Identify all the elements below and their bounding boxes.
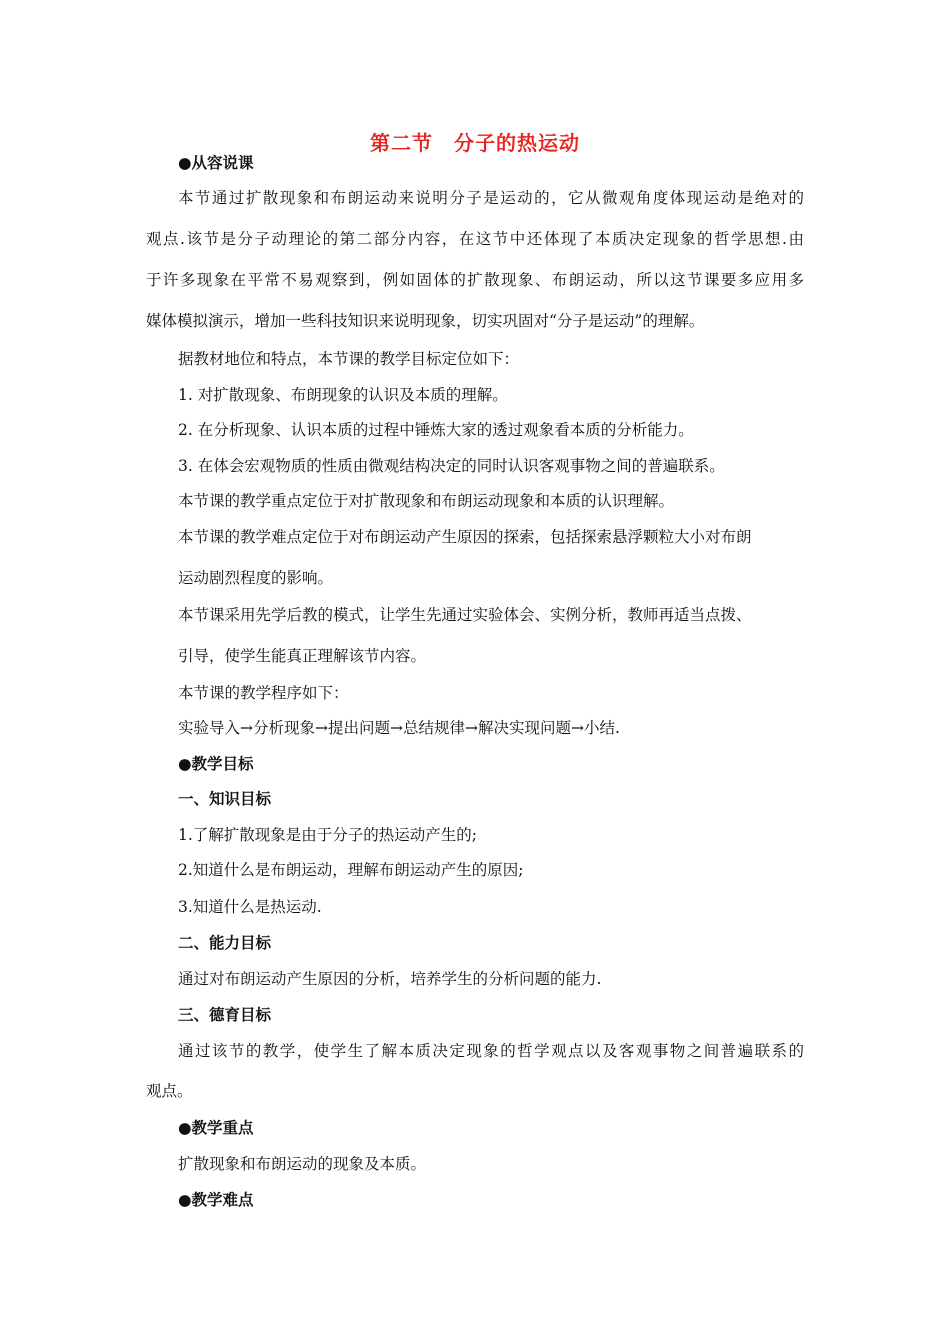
difficulty-line-1: 本节课的教学难点定位于对布朗运动产生原因的探索，包括探索悬浮颗粒大小对布朗 — [178, 528, 752, 546]
moral-heading: 三、德育目标 — [178, 1006, 272, 1024]
goal-item-3: 3. 在体会宏观物质的性质由微观结构决定的同时认识客观事物之间的普遍联系。 — [178, 457, 725, 475]
mode-line-1: 本节课采用先学后教的模式，让学生先通过实验体会、实例分析，教师再适当点拨、 — [178, 606, 752, 624]
section-heading-objectives: ●教学目标 — [178, 755, 254, 773]
procedure-flow: 实验导入→分析现象→提出问题→总结规律→解决实现问题→小结. — [178, 719, 620, 737]
intro-paragraph-line-3: 于许多现象在平常不易观察到，例如固体的扩散现象、布朗运动，所以这节课要多应用多 — [146, 271, 804, 289]
moral-line-1: 通过该节的教学，使学生了解本质决定现象的哲学观点以及客观事物之间普遍联系的 — [178, 1042, 804, 1060]
knowledge-heading: 一、知识目标 — [178, 790, 272, 808]
key-point-line: 本节课的教学重点定位于对扩散现象和布朗运动现象和本质的认识理解。 — [178, 492, 675, 510]
intro-paragraph-line-1: 本节通过扩散现象和布朗运动来说明分子是运动的，它从微观角度体现运动是绝对的 — [178, 189, 804, 207]
page-title: 第二节 分子的热运动 — [370, 131, 580, 155]
mode-line-2: 引导，使学生能真正理解该节内容。 — [178, 647, 427, 665]
procedure-intro: 本节课的教学程序如下： — [178, 684, 349, 702]
moral-line-2: 观点。 — [146, 1082, 193, 1100]
intro-paragraph-line-2: 观点.该节是分子动理论的第二部分内容，在这节中还体现了本质决定现象的哲学思想.由 — [146, 230, 804, 248]
section-heading-difficulty: ●教学难点 — [178, 1191, 254, 1209]
intro-paragraph-line-4: 媒体模拟演示，增加一些科技知识来说明现象，切实巩固对“分子是运动”的理解。 — [146, 312, 705, 330]
key-text: 扩散现象和布朗运动的现象及本质。 — [178, 1155, 427, 1173]
goal-item-1: 1. 对扩散现象、布朗现象的认识及本质的理解。 — [178, 386, 508, 404]
knowledge-item-1: 1.了解扩散现象是由于分子的热运动产生的; — [178, 826, 478, 844]
intro-paragraph-2: 据教材地位和特点，本节课的教学目标定位如下： — [178, 350, 520, 368]
ability-heading: 二、能力目标 — [178, 934, 272, 952]
difficulty-line-2: 运动剧烈程度的影响。 — [178, 569, 334, 587]
section-heading-congrong: ●从容说课 — [178, 154, 254, 172]
knowledge-item-2: 2.知道什么是布朗运动，理解布朗运动产生的原因; — [178, 861, 524, 879]
knowledge-item-3: 3.知道什么是热运动. — [178, 898, 322, 916]
ability-text: 通过对布朗运动产生原因的分析，培养学生的分析问题的能力. — [178, 970, 602, 988]
goal-item-2: 2. 在分析现象、认识本质的过程中锤炼大家的透过观象看本质的分析能力。 — [178, 421, 694, 439]
section-heading-key: ●教学重点 — [178, 1119, 254, 1137]
